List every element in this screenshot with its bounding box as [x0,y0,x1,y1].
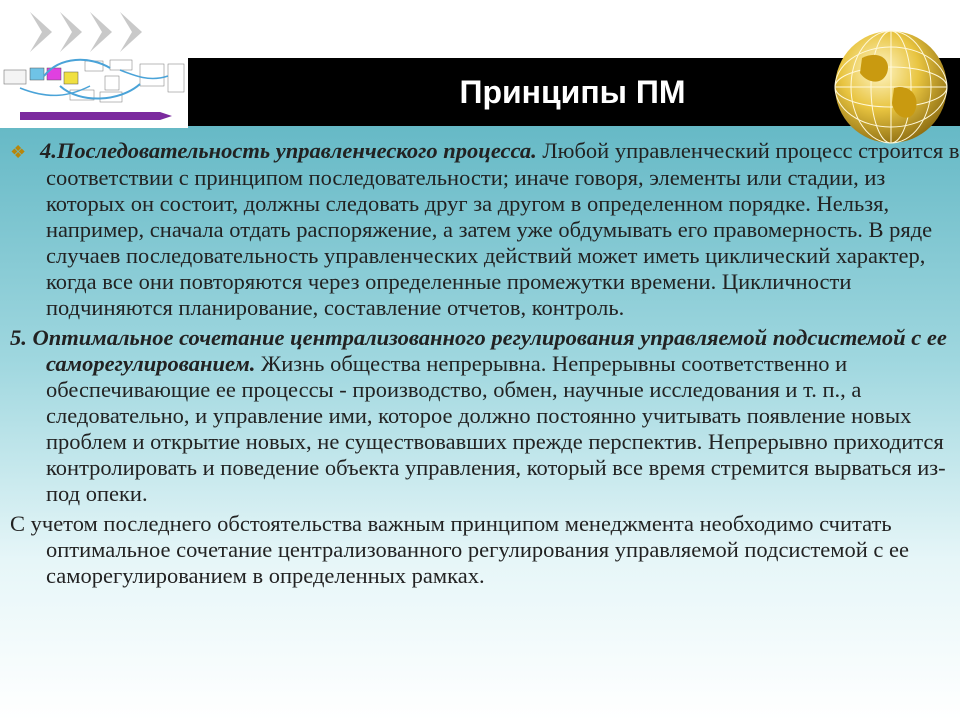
diamond-bullet-icon: ❖ [10,142,27,162]
chevron-arrows-icon [30,12,160,54]
conclusion-text: С учетом последнего обстоятельства важным принципом менеджмента необходимо считать оптимальное сочетание централизованного регулирования управляемой подсистемой с ее саморегулированием в определенных рамках. [10,511,910,588]
principle-4-heading: 4.Последовательность управленческого процесса. [40,138,537,163]
principle-4-text: Любой управленческий процесс строится в соответствии с принципом последовательности; иначе говоря, элементы или стадии, из которых он состоит, должны следовать друг за другом в определенном порядке. Нельзя, например, сначала отдать распоряжение, а затем уже обдумывать его правомерность. В ряде случаев последовательность управленческих действий может иметь циклический характер, когда все они повторяются через определенные промежутки времени. Цикличности подчиняются планирование, составление отчетов, контроль. [46,138,960,320]
paragraph-principle-4 [0,138,960,321]
page-title: Принципы ПМ [459,74,686,110]
principle-5-heading: 5. Оптимальное сочетание централизованного регулирования управляемой подсистемой с ее саморегулированием. [10,325,947,376]
process-diagram-thumbnail [0,56,188,128]
main-content [0,138,960,593]
paragraph-principle-5 [0,325,960,507]
golden-globe-icon [832,28,950,146]
principle-5-text: Жизнь общества непрерывна. Непрерывны соответственно и обеспечивающие ее процессы - производство, обмен, научные исследования и т. п., а следовательно, и управление ими, которое должно постоянно учитывать появление новых проблем и открытие новых, не существовавших прежде перспектив. Непрерывно приходится контролировать и поведение объекта управления, который все время стремится вырваться из-под опеки. [46,351,946,506]
paragraph-conclusion [0,511,960,589]
